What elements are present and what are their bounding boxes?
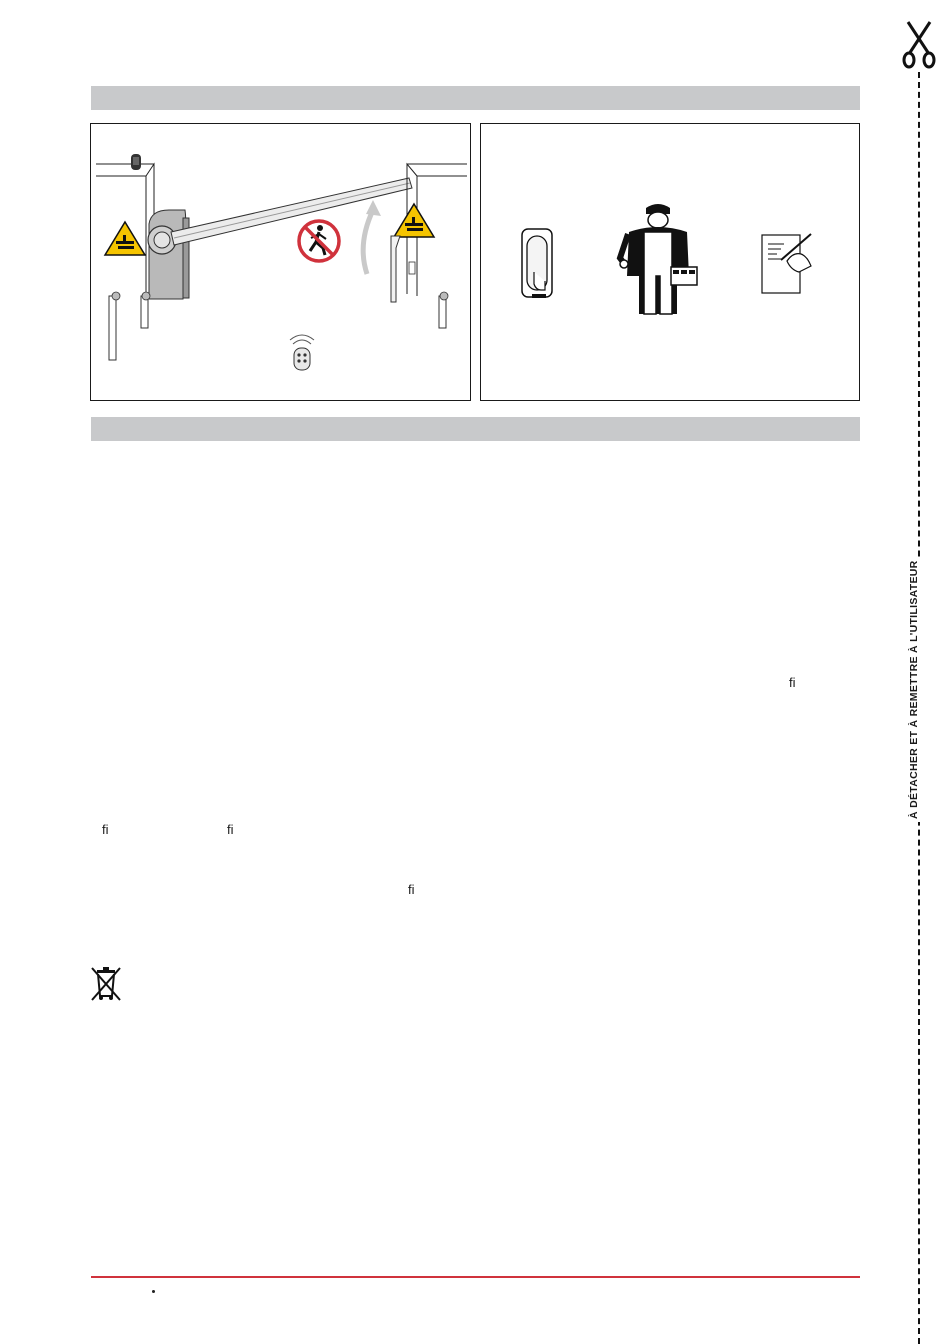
photocell-icon [439, 292, 448, 328]
crush-hazard-warning-icon [105, 222, 145, 255]
signed-document-icon [762, 234, 811, 293]
remote-control-icon [290, 335, 314, 370]
technician-icon [620, 204, 697, 314]
ligature-text: fi [408, 882, 415, 897]
barrier-illustration-panel [90, 123, 471, 401]
photocell-icon [109, 292, 120, 360]
ligature-text: fi [227, 822, 234, 837]
scissors-icon [899, 18, 939, 70]
no-pedestrian-icon [299, 221, 339, 261]
detach-instruction: À DÉTACHER ET À REMETTRE À L'UTILISATEUR [908, 557, 920, 822]
barrier-cabinet [148, 210, 189, 299]
key-selector-icon [522, 229, 552, 298]
section-header-band [91, 417, 860, 441]
crossed-bin-icon [88, 962, 124, 1004]
ligature-text: fi [102, 822, 109, 837]
maintenance-illustration-panel [480, 123, 860, 401]
footer-rule [91, 1276, 860, 1278]
photocell-icon [141, 292, 150, 328]
section-header-band [91, 86, 860, 110]
flashing-lamp-icon [131, 154, 141, 170]
ligature-text: fi [789, 675, 796, 690]
footer-dot [152, 1290, 155, 1293]
crush-hazard-warning-icon [394, 204, 434, 237]
